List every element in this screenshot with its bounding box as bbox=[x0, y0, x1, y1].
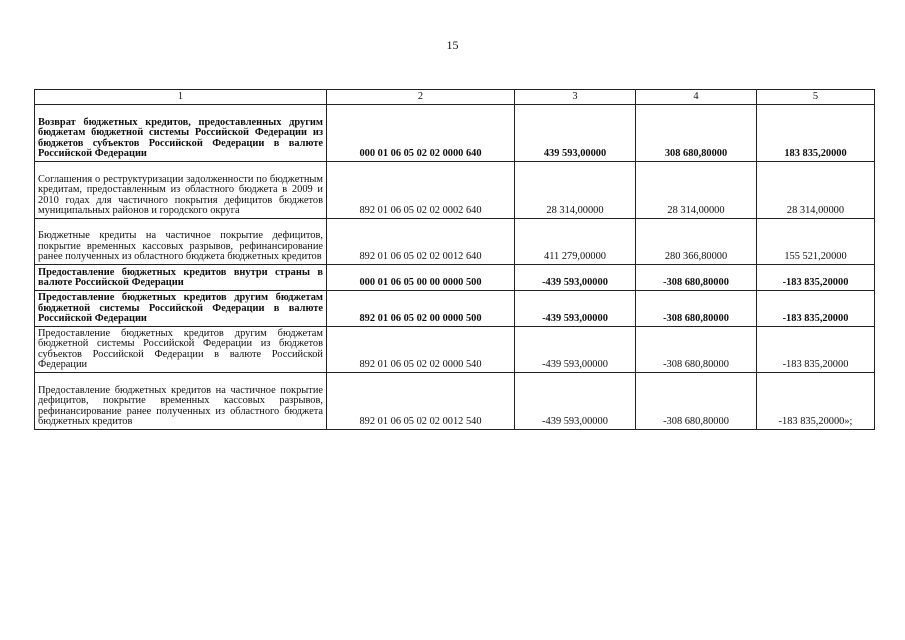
row-value-col3: -439 593,00000 bbox=[515, 265, 636, 291]
row-code: 892 01 06 05 02 02 0012 640 bbox=[327, 219, 515, 265]
table-row bbox=[35, 219, 875, 265]
row-name: Предоставление бюджетных кредитов другим бюджетам бюджетной системы Российской Федерации в валюте Российской Федерации bbox=[35, 291, 327, 327]
row-code: 000 01 06 05 00 00 0000 500 bbox=[327, 265, 515, 291]
header-col-5: 5 bbox=[757, 90, 875, 105]
row-value-col5: -183 835,20000»; bbox=[757, 373, 875, 430]
page-number: 15 bbox=[446, 38, 459, 52]
row-value-col5: -183 835,20000 bbox=[757, 291, 875, 327]
row-value-col4: 280 366,80000 bbox=[636, 219, 757, 265]
row-code: 892 01 06 05 02 02 0002 640 bbox=[327, 162, 515, 219]
header-col-2: 2 bbox=[327, 90, 515, 105]
row-value-col5: 183 835,20000 bbox=[757, 105, 875, 162]
header-col-4: 4 bbox=[636, 90, 757, 105]
row-name: Предоставление бюджетных кредитов на частичное покрытие дефицитов, покрытие временных кассовых разрывов, рефинансирование ранее полученных из областного бюджета бюджетных кредитов bbox=[35, 373, 327, 430]
row-value-col3: -439 593,00000 bbox=[515, 291, 636, 327]
row-value-col3: -439 593,00000 bbox=[515, 327, 636, 373]
row-code: 892 01 06 05 02 02 0000 540 bbox=[327, 327, 515, 373]
table-row bbox=[35, 162, 875, 219]
table-row bbox=[35, 291, 875, 327]
table-row bbox=[35, 105, 875, 162]
row-name: Возврат бюджетных кредитов, предоставленных другим бюджетам бюджетной системы Российской Федерации из бюджетов субъектов Российской Федерации в валюте Российской Федерации bbox=[35, 105, 327, 162]
header-col-3: 3 bbox=[515, 90, 636, 105]
row-value-col5: -183 835,20000 bbox=[757, 265, 875, 291]
row-value-col3: 439 593,00000 bbox=[515, 105, 636, 162]
row-value-col4: -308 680,80000 bbox=[636, 373, 757, 430]
row-name: Предоставление бюджетных кредитов другим бюджетам бюджетной системы Российской Федерации из бюджетов субъектов Российской Федерации в валюте Российской Федерации bbox=[35, 327, 327, 373]
header-col-1: 1 bbox=[35, 90, 327, 105]
row-value-col4: -308 680,80000 bbox=[636, 327, 757, 373]
budget-table bbox=[34, 89, 875, 430]
row-value-col3: 28 314,00000 bbox=[515, 162, 636, 219]
row-value-col4: 308 680,80000 bbox=[636, 105, 757, 162]
row-value-col5: 28 314,00000 bbox=[757, 162, 875, 219]
row-code: 892 01 06 05 02 02 0012 540 bbox=[327, 373, 515, 430]
row-name: Бюджетные кредиты на частичное покрытие дефицитов, покрытие временных кассовых разрывов, рефинансирование ранее полученных из областного бюджета бюджетных кредитов bbox=[35, 219, 327, 265]
table-row bbox=[35, 327, 875, 373]
row-value-col4: -308 680,80000 bbox=[636, 291, 757, 327]
row-name: Соглашения о реструктуризации задолженности по бюджетным кредитам, предоставленным из областного бюджета в 2009 и 2010 годах для частичного покрытия дефицитов бюджетов муниципальных районов и городского округа bbox=[35, 162, 327, 219]
table-row bbox=[35, 373, 875, 430]
row-value-col5: 155 521,20000 bbox=[757, 219, 875, 265]
table-row bbox=[35, 265, 875, 291]
row-code: 000 01 06 05 02 02 0000 640 bbox=[327, 105, 515, 162]
row-name: Предоставление бюджетных кредитов внутри страны в валюте Российской Федерации bbox=[35, 265, 327, 291]
row-value-col5: -183 835,20000 bbox=[757, 327, 875, 373]
row-code: 892 01 06 05 02 00 0000 500 bbox=[327, 291, 515, 327]
table-header-row bbox=[35, 90, 875, 105]
row-value-col4: -308 680,80000 bbox=[636, 265, 757, 291]
row-value-col3: 411 279,00000 bbox=[515, 219, 636, 265]
row-value-col3: -439 593,00000 bbox=[515, 373, 636, 430]
row-value-col4: 28 314,00000 bbox=[636, 162, 757, 219]
